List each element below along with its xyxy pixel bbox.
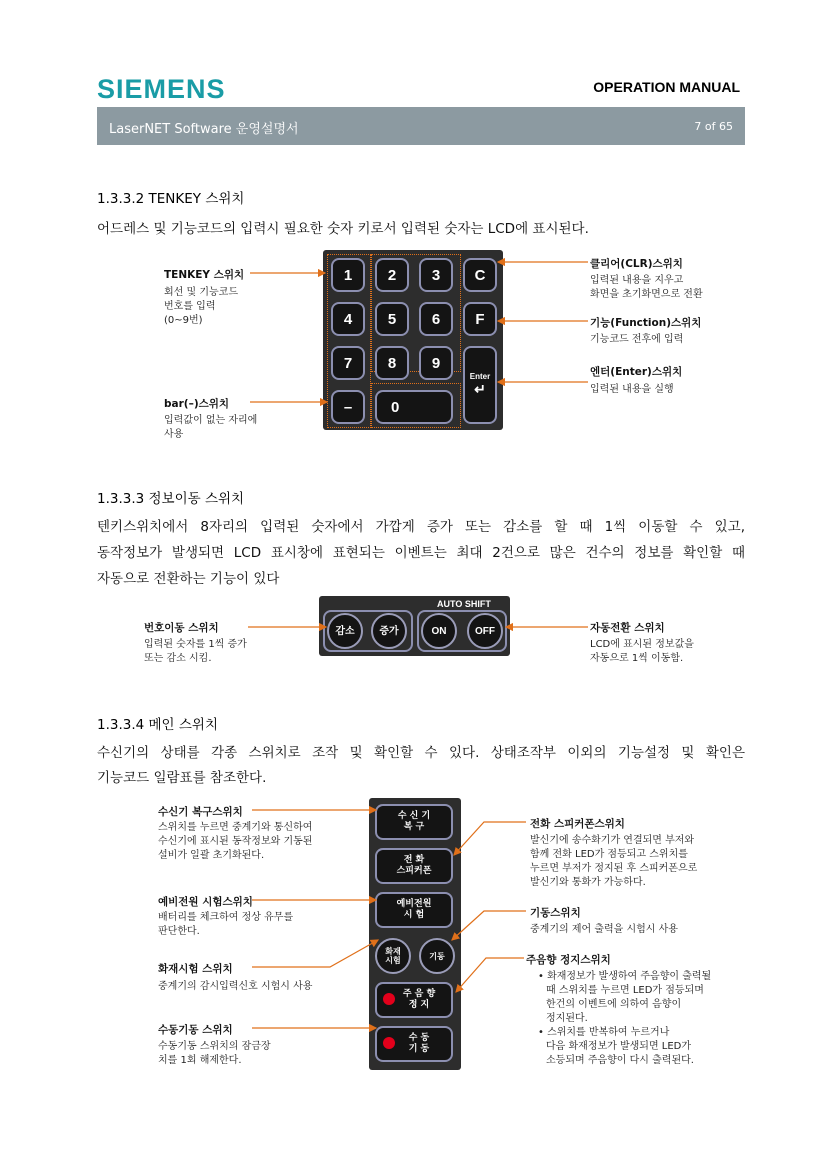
- desc-line: 함께 전화 LED가 점등되고 스위치를: [530, 849, 688, 860]
- auto-on-button[interactable]: ON: [421, 613, 457, 649]
- callout-phone: [454, 822, 526, 855]
- activation-label: 기동스위치: [530, 907, 581, 919]
- callout-sound-stop: [456, 958, 524, 992]
- bar-switch-label: bar(–)스위치: [164, 398, 230, 410]
- enter-switch-desc: 입력된 내용을 실행: [590, 384, 674, 395]
- desc-line: 또는 감소 시킴.: [144, 653, 212, 664]
- auto-off-button[interactable]: OFF: [467, 613, 503, 649]
- battery-test-button[interactable]: [375, 892, 453, 928]
- enter-arrow-icon: ↵: [474, 381, 486, 397]
- btn-line: 시험: [385, 956, 401, 965]
- page-number: 7 of 65: [694, 120, 733, 133]
- increase-button[interactable]: 증가: [371, 613, 407, 649]
- key-4[interactable]: 4: [331, 302, 365, 336]
- desc-line: • 스위치를 반복하여 누르거나: [538, 1027, 670, 1038]
- btn-line: 주 음 향: [402, 989, 436, 999]
- desc-line: 입력값이 없는 자리에: [164, 415, 258, 426]
- desc-line: 번호를 입력: [164, 301, 216, 312]
- activation-button[interactable]: 기동: [419, 938, 455, 974]
- bar-switch-desc: [164, 414, 257, 442]
- key-3[interactable]: 3: [419, 258, 453, 292]
- activation-desc: 중계기의 제어 출력을 시험시 사용: [530, 924, 678, 935]
- desc-line: 설비가 일괄 초기화된다.: [158, 850, 265, 861]
- main-sound-stop-button[interactable]: [375, 982, 453, 1018]
- desc-line: 수신기에 표시된 동작정보와 기동된: [158, 836, 313, 847]
- manual-title: OPERATION MANUAL: [593, 79, 740, 95]
- key-enter[interactable]: [463, 346, 497, 424]
- desc-line: 입력된 내용을 지우고: [590, 275, 684, 286]
- callout-fire-test: [252, 940, 378, 967]
- info-move-paragraph-3: 자동으로 전환하는 기능이 있다: [97, 571, 280, 587]
- key-minus[interactable]: –: [331, 390, 365, 424]
- fire-test-button[interactable]: [375, 938, 411, 974]
- battery-test-label: 예비전원 시험스위치: [158, 896, 253, 908]
- phone-speaker-button[interactable]: [375, 848, 453, 884]
- btn-line: 화재: [385, 947, 401, 956]
- desc-line: 스위치를 누르면 중계기와 통신하여: [158, 822, 313, 833]
- key-2[interactable]: 2: [375, 258, 409, 292]
- main-sound-stop-desc: [538, 970, 711, 1068]
- siemens-logo: SIEMENS: [97, 74, 226, 104]
- desc-line: 사용: [164, 429, 184, 440]
- key-1[interactable]: 1: [331, 258, 365, 292]
- manual-activation-button[interactable]: [375, 1026, 453, 1062]
- main-sound-stop-label: 주음향 정지스위치: [526, 954, 611, 966]
- section-title-tenkey: 1.3.3.2 TENKEY 스위치: [97, 191, 245, 207]
- move-switch-desc: [144, 638, 247, 666]
- desc-line: 정지된다.: [546, 1013, 588, 1024]
- btn-line: 전 화: [403, 855, 425, 865]
- info-move-paragraph-2: 동작정보가 발생되면 LCD 표시창에 표현되는 이벤트는 최대 2건으로 많은 건수의 정보를 확인할 때: [97, 545, 745, 561]
- desc-line: 수동기동 스위치의 잠금장: [158, 1041, 271, 1052]
- function-switch-desc: 기능코드 전후에 입력: [590, 334, 684, 345]
- btn-line: 복 구: [403, 822, 425, 832]
- desc-line: (0~9번): [164, 315, 203, 326]
- desc-line: 판단한다.: [158, 926, 200, 937]
- key-6[interactable]: 6: [419, 302, 453, 336]
- key-7[interactable]: 7: [331, 346, 365, 380]
- desc-line: 다음 화재정보가 발생되면 LED가: [546, 1041, 692, 1052]
- move-switch-label: 번호이동 스위치: [144, 622, 219, 634]
- manual-activation-desc: [158, 1040, 271, 1068]
- auto-shift-label: AUTO SHIFT: [437, 599, 491, 609]
- tenkey-label: TENKEY 스위치: [164, 269, 245, 281]
- clear-switch-desc: [590, 274, 703, 302]
- desc-line: 화면을 초기화면으로 전환: [590, 289, 703, 300]
- function-switch-label: 기능(Function)스위치: [590, 317, 702, 329]
- section-title-main-switch: 1.3.3.4 메인 스위치: [97, 717, 219, 733]
- sound-stop-led: [383, 993, 395, 1005]
- decrease-button[interactable]: 감소: [327, 613, 363, 649]
- desc-line: 자동으로 1씩 이동함.: [590, 653, 684, 664]
- auto-switch-desc: [590, 638, 694, 666]
- desc-line: 발신기와 통화가 가능하다.: [530, 877, 646, 888]
- manual-activation-led: [383, 1037, 395, 1049]
- info-move-panel: [319, 596, 510, 656]
- receiver-reset-label: 수신기 복구스위치: [158, 806, 243, 818]
- key-function[interactable]: F: [463, 302, 497, 336]
- btn-line: 시 험: [403, 910, 425, 920]
- tenkey-desc: [164, 286, 238, 328]
- btn-line: 수 신 기: [397, 811, 431, 821]
- document-title: LaserNET Software 운영설명서: [109, 122, 299, 137]
- clear-switch-label: 클리어(CLR)스위치: [590, 258, 683, 270]
- btn-line: 예비전원: [396, 899, 432, 909]
- main-switch-paragraph-1: 수신기의 상태를 각종 스위치로 조작 및 확인할 수 있다. 상태조작부 이외의 기능설정 및 확인은: [97, 745, 745, 761]
- manual-activation-label: 수동기동 스위치: [158, 1024, 233, 1036]
- header-bar: [97, 107, 745, 145]
- key-0[interactable]: 0: [375, 390, 453, 424]
- btn-line: 정 지: [408, 1000, 430, 1010]
- fire-test-label: 화재시험 스위치: [158, 963, 233, 975]
- desc-line: 발신기에 송수화기가 연결되면 부저와: [530, 835, 695, 846]
- key-8[interactable]: 8: [375, 346, 409, 380]
- desc-line: 소등되며 주음향이 다시 출력된다.: [546, 1055, 694, 1066]
- desc-line: 때 스위치를 누르면 LED가 점등되며: [546, 985, 704, 996]
- receiver-reset-desc: [158, 821, 312, 863]
- desc-line: 입력된 숫자를 1씩 증가: [144, 639, 247, 650]
- key-5[interactable]: 5: [375, 302, 409, 336]
- desc-line: LCD에 표시된 정보값을: [590, 639, 694, 650]
- tenkey-panel: [323, 250, 503, 430]
- desc-line: 회선 및 기능코드: [164, 287, 238, 298]
- phone-speaker-desc: [530, 834, 697, 890]
- tenkey-paragraph: 어드레스 및 기능코드의 입력시 필요한 숫자 키로서 입력된 숫자는 LCD에 표시된다.: [97, 221, 589, 237]
- btn-line: 스피커폰: [396, 866, 432, 876]
- enter-label: Enter: [469, 372, 491, 381]
- desc-line: 치를 1회 해제한다.: [158, 1055, 242, 1066]
- section-title-info-move: 1.3.3.3 정보이동 스위치: [97, 491, 245, 507]
- enter-switch-label: 엔터(Enter)스위치: [590, 366, 683, 378]
- main-switch-panel: [369, 798, 461, 1070]
- callout-activation: [452, 911, 526, 940]
- desc-line: 한건의 이벤트에 의하여 음향이: [546, 999, 682, 1010]
- key-clear[interactable]: C: [463, 258, 497, 292]
- key-9[interactable]: 9: [419, 346, 453, 380]
- desc-line: 배터리를 체크하여 정상 유무를: [158, 912, 294, 923]
- btn-line: 기 동: [408, 1044, 430, 1054]
- auto-switch-label: 자동전환 스위치: [590, 622, 665, 634]
- battery-test-desc: [158, 911, 293, 939]
- phone-speaker-label: 전화 스피커폰스위치: [530, 818, 625, 830]
- info-move-paragraph-1: 텐키스위치에서 8자리의 입력된 숫자에서 가깝게 증가 또는 감소를 할 때 1씩 이동할 수 있고,: [97, 519, 745, 535]
- main-switch-paragraph-2: 기능코드 일람표를 참조한다.: [97, 770, 267, 786]
- receiver-reset-button[interactable]: [375, 804, 453, 840]
- desc-line: 누르면 부저가 정지된 후 스피커폰으로: [530, 863, 698, 874]
- btn-line: 수 동: [408, 1033, 430, 1043]
- fire-test-desc: 중계기의 감시입력신호 시험시 사용: [158, 981, 313, 992]
- desc-line: • 화재정보가 발생하여 주음향이 출력될: [538, 971, 712, 982]
